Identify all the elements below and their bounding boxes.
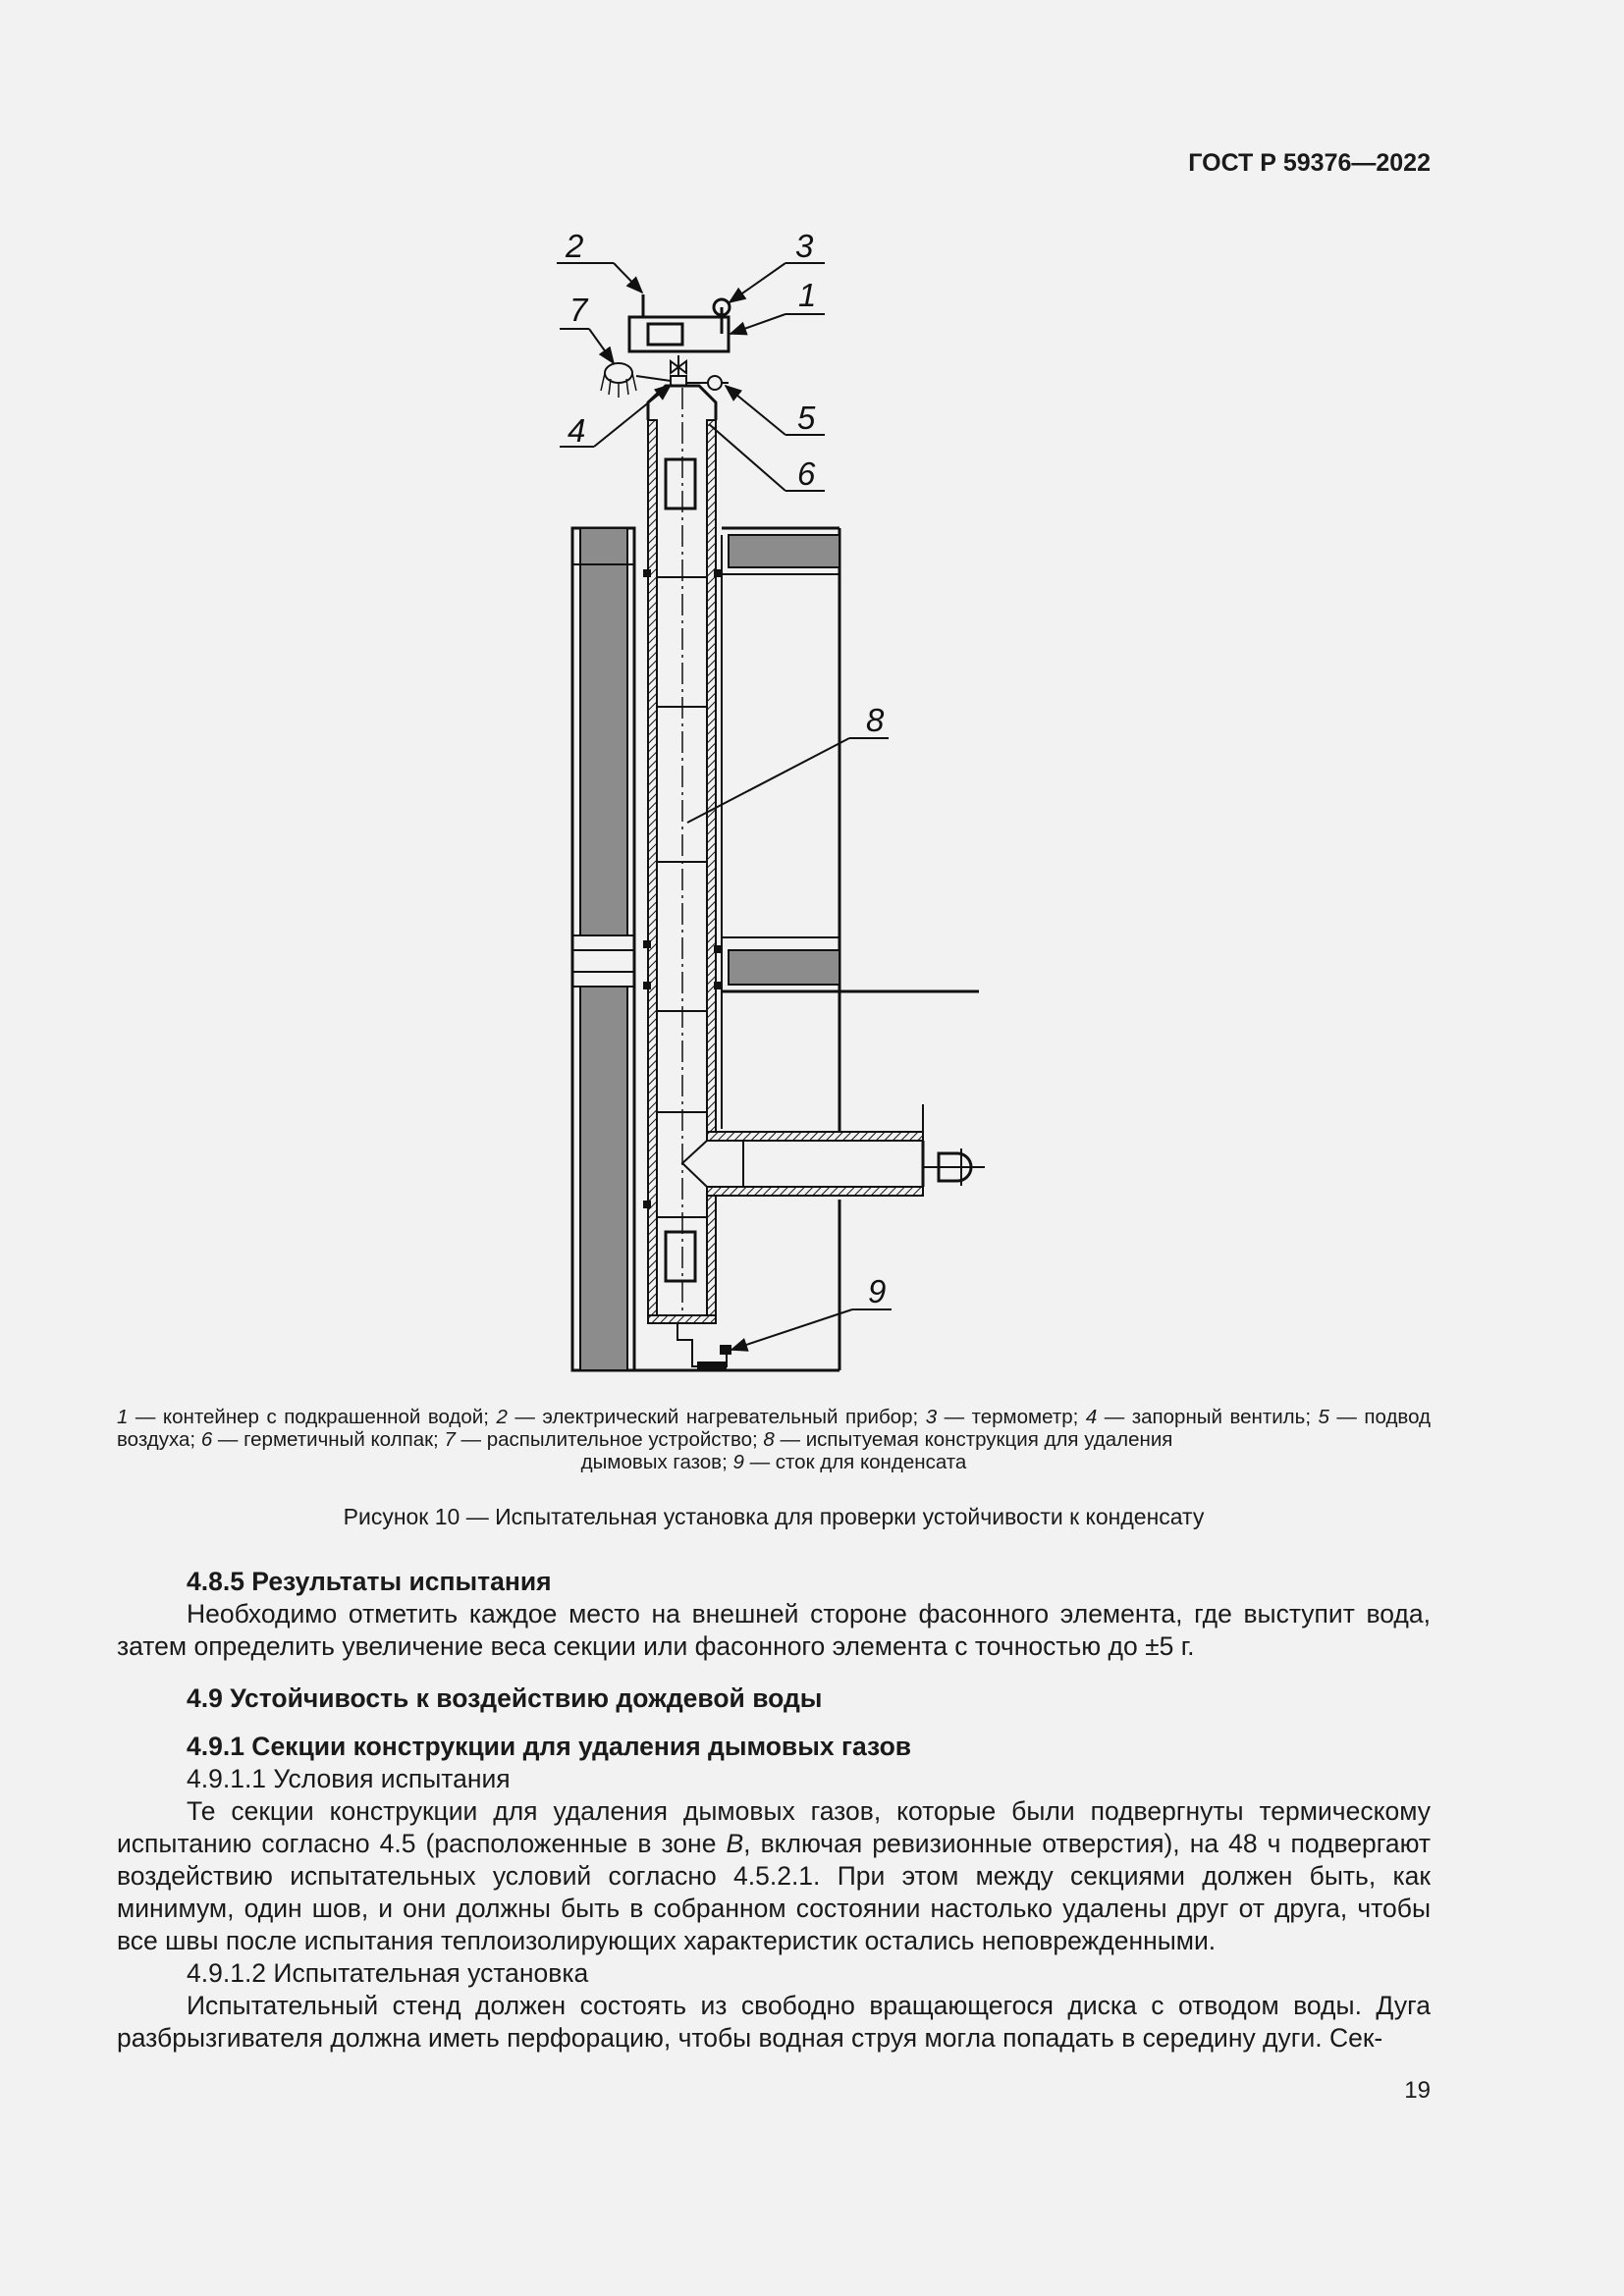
callout-8: 8: [866, 702, 885, 738]
callout-3: 3: [795, 228, 814, 264]
heading-4-9-1-2: 4.9.1.2 Испытательная установка: [187, 1958, 589, 1988]
body-text: [117, 1566, 1431, 2055]
top-equipment: [601, 294, 730, 420]
heading-4-9-1: 4.9.1 Секции конструкции для удаления дымовых газов: [187, 1732, 912, 1761]
flue-pipe: [643, 388, 722, 1323]
branch-pipe: [682, 1104, 985, 1196]
heading-4-8-5: 4.8.5 Результаты испытания: [187, 1567, 552, 1596]
callout-4: 4: [568, 412, 586, 449]
document-header: ГОСТ Р 59376—2022: [1188, 149, 1431, 177]
callout-6: 6: [797, 455, 816, 492]
heading-4-9-1-1: 4.9.1.1 Условия испытания: [187, 1764, 511, 1793]
callout-5: 5: [797, 400, 816, 436]
page-number: 19: [1404, 2077, 1431, 2104]
callout-7: 7: [569, 292, 588, 328]
right-wall: [634, 528, 979, 1370]
heading-4-9: 4.9 Устойчивость к воздействию дождевой воды: [187, 1683, 823, 1713]
left-wall: [572, 528, 634, 1370]
paragraph-4-8-5: Необходимо отметить каждое место на внешней стороне фасонного элемента, где выступит вода, затем определить увеличение веса секции или фасонного элемента с точностью до ±5 г.: [117, 1599, 1431, 1661]
callout-1: 1: [798, 277, 817, 313]
callout-2: 2: [566, 228, 584, 264]
paragraph-4-9-1-2: Испытательный стенд должен состоять из свободно вращающегося диска с отводом воды. Дуга разбрызгивателя должна иметь перфорацию, чтобы водная струя могла попадать в середину дуги. Сек-: [117, 1991, 1431, 2053]
figure-legend: 1 — контейнер с подкрашенной водой; 2 — электрический нагревательный прибор; 3 — термометр; 4 — запорный вентиль; 5 — подвод воздуха; 6 — герметичный колпак; 7 — распылительное устройство; 8 — испытуемая конструкция для удаления дымовых газов; 9 — сток для конденсата: [117, 1406, 1432, 1473]
condensate-drain: [677, 1323, 731, 1369]
callout-9: 9: [868, 1273, 887, 1309]
paragraph-4-9-1-1: Те секции конструкции для удаления дымовых газов, которые были подвергнуты термическому испытанию согласно 4.5 (расположенные в зоне B, включая ревизионные отверстия), на 48 ч подвергают воздействию испытательных условий согласно 4.5.2.1. При этом между секциями должен быть, как минимум, один шов, и они должны быть в собранном состоянии настолько удалены друг от друга, чтобы все швы после испытания теплоизолирующих характеристик остались неповрежденными.: [117, 1796, 1431, 1955]
figure-caption: Рисунок 10 — Испытательная установка для проверки устойчивости к конденсату: [343, 1504, 1205, 1529]
